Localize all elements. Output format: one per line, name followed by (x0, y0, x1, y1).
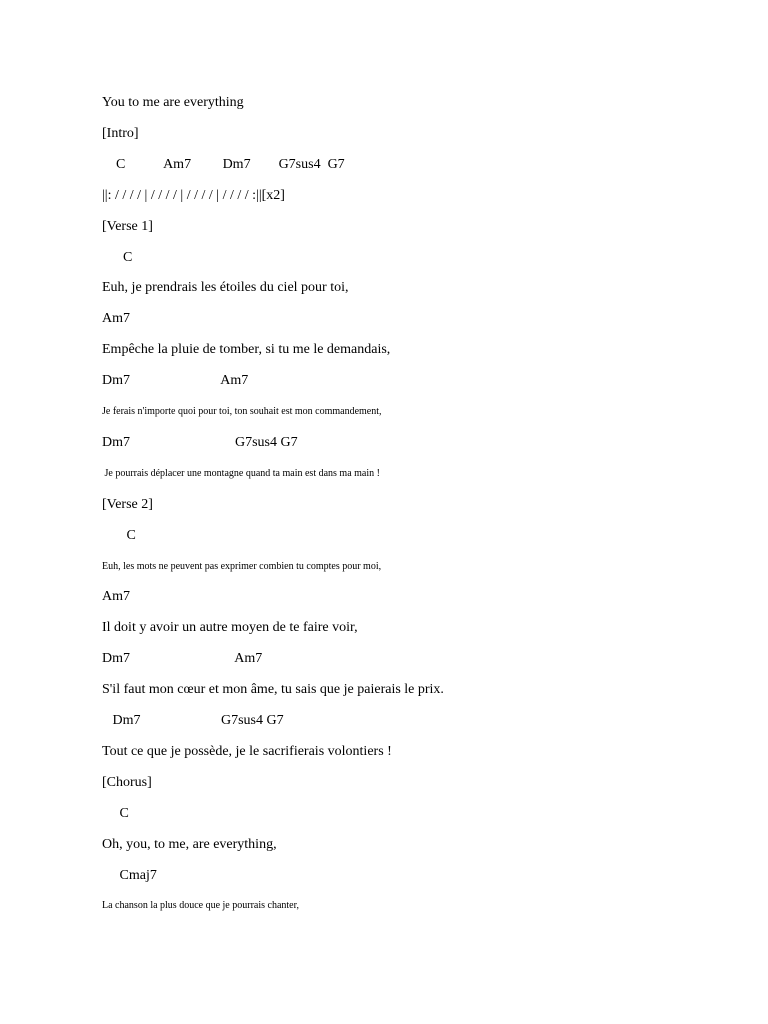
section-label: [Verse 1] (102, 218, 153, 234)
lyric-line: Oh, you, to me, are everything, (102, 836, 277, 852)
chord-line: C (102, 249, 133, 265)
chord-line: Dm7 G7sus4 G7 (102, 434, 298, 450)
section-label: [Chorus] (102, 774, 152, 790)
chord-line: Dm7 Am7 (102, 651, 263, 667)
lyric-line: Euh, je prendrais les étoiles du ciel pour toi, (102, 280, 349, 296)
lyric-line: Je pourrais déplacer une montagne quand ta main est dans ma main ! (102, 467, 380, 479)
chord-line: Dm7 Am7 (102, 373, 249, 389)
chord-line: Am7 (102, 311, 130, 327)
lyric-line: Euh, les mots ne peuvent pas exprimer combien tu comptes pour moi, (102, 560, 382, 572)
lyric-line: Empêche la pluie de tomber, si tu me le demandais, (102, 342, 391, 358)
lyric-line: Tout ce que je possède, je le sacrifierais volontiers ! (102, 743, 392, 759)
section-label: [Verse 2] (102, 496, 153, 512)
lyric-line: Je ferais n'importe quoi pour toi, ton souhait est mon commandement, (102, 406, 382, 417)
lyric-line: Il doit y avoir un autre moyen de te faire voir, (102, 620, 358, 636)
strum-pattern: ||: / / / / | / / / / | / / / / | / / / / :||[x2] (102, 187, 285, 203)
lyric-line: S'il faut mon cœur et mon âme, tu sais que je paierais le prix. (102, 682, 444, 698)
chord-line: C (102, 527, 136, 543)
song-title: You to me are everything (102, 95, 244, 110)
chord-line: Cmaj7 (102, 867, 157, 883)
chord-line: Am7 (102, 589, 130, 605)
chord-line: C Am7 Dm7 G7sus4 G7 (102, 156, 345, 172)
chord-line: C (102, 805, 129, 821)
chord-line: Dm7 G7sus4 G7 (102, 713, 284, 728)
lyric-line: La chanson la plus douce que je pourrais chanter, (102, 900, 300, 912)
section-label: [Intro] (102, 125, 139, 141)
